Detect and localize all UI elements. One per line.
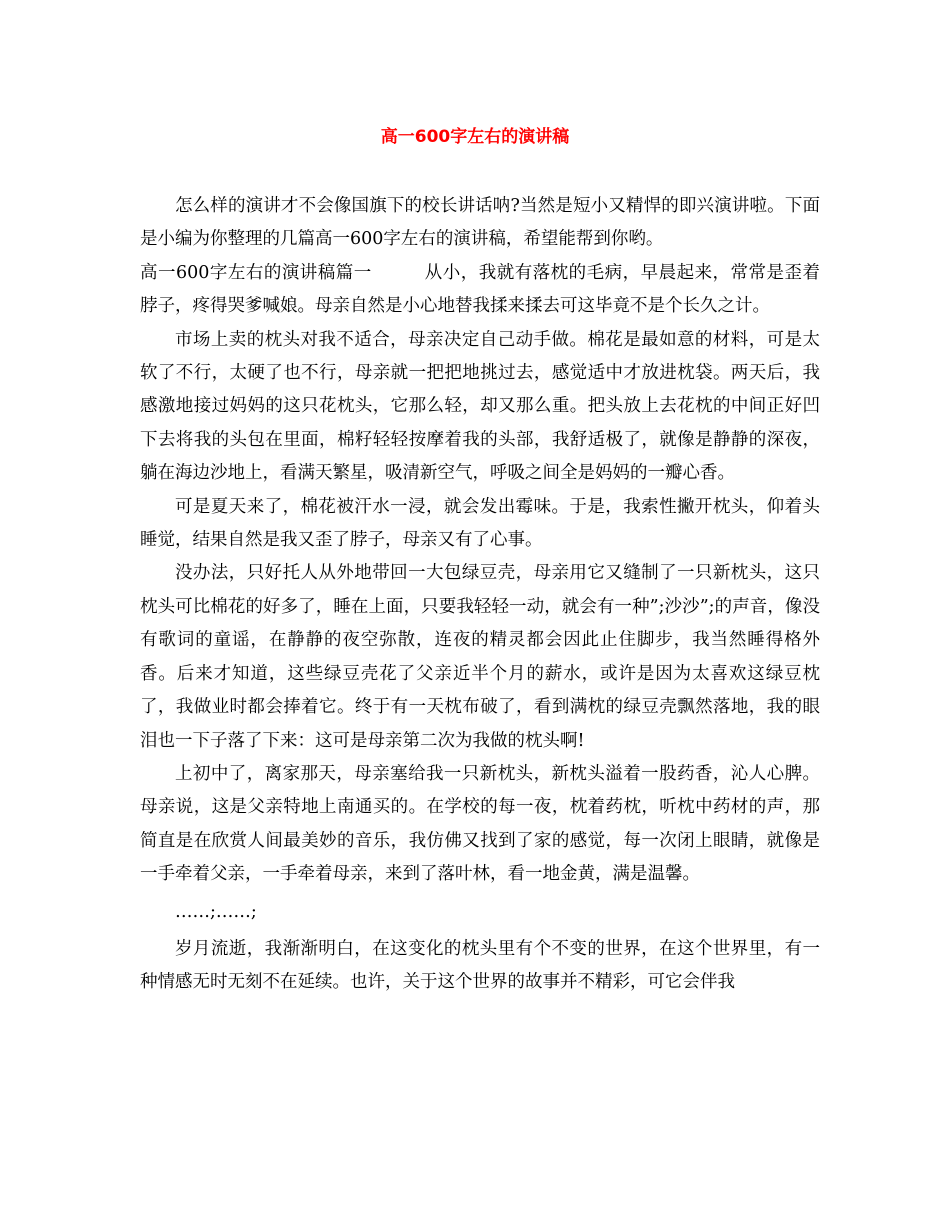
body-paragraph: 可是夏天来了，棉花被汗水一浸，就会发出霉味。于是，我索性撇开枕头，仰着头睡觉，结果自然是我又歪了脖子，母亲又有了心事。: [140, 496, 820, 551]
body-paragraph: 市场上卖的枕头对我不适合，母亲决定自己动手做。棉花是最如意的材料，可是太软了不行，太硬了也不行，母亲就一把把地挑过去，感觉适中才放进枕袋。两天后，我感激地接过妈妈的这只花枕头，它那么轻，却又那么重。把头放上去花枕的中间正好凹下去将我的头包在里面，棉籽轻轻按摩着我的头部，我舒适极了，就像是静静的深夜，躺在海边沙地上，看满天繁星，吸清新空气，呼吸之间全是妈妈的一瓣心香。: [140, 329, 820, 484]
section-first-text: 从小，我就有落枕的毛病，早晨起来，常常是歪着脖子，疼得哭爹喊娘。母亲自然是小心地替我揉来揉去可这毕竟不是个长久之计。: [140, 262, 821, 317]
last-paragraph: 岁月流逝，我渐渐明白，在这变化的枕头里有个不变的世界，在这个世界里，有一种情感无时无刻不在延续。也许，关于这个世界的故事并不精彩，可它会伴我: [140, 938, 820, 993]
body-paragraph: 没办法，只好托人从外地带回一大包绿豆壳，母亲用它又缝制了一只新枕头，这只枕头可比棉花的好多了，睡在上面，只要我轻轻一动，就会有一种”;沙沙”;的声音，像没有歌词的童谣，在静静的夜空弥散，连夜的精灵都会因此止住脚步，我当然睡得格外香。后来才知道，这些绿豆壳花了父亲近半个月的薪水，或许是因为太喜欢这绿豆枕了，我做业时都会捧着它。终于有一天枕布破了，看到满枕的绿豆壳飘然落地，我的眼泪也一下子落了下来：这可是母亲第二次为我做的枕头啊!: [140, 563, 820, 751]
ellipsis-line: ……;……;: [175, 901, 257, 922]
document-title: 高一600字左右的演讲稿: [380, 127, 570, 147]
body-paragraph: 上初中了，离家那天，母亲塞给我一只新枕头，新枕头溢着一股药香，沁人心脾。母亲说，这是父亲特地上南通买的。在学校的每一夜，枕着药枕，听枕中药材的声，那简直是在欣赏人间最美妙的音乐，我仿佛又找到了家的感觉，每一次闭上眼睛，就像是一手牵着父亲，一手牵着母亲，来到了落叶林，看一地金黄，满是温馨。: [140, 763, 820, 885]
section-heading: 高一600字左右的演讲稿篇一: [140, 262, 372, 283]
intro-paragraph: 怎么样的演讲才不会像国旗下的校长讲话呐?当然是短小又精悍的即兴演讲啦。下面是小编为你整理的几篇高一600字左右的演讲稿，希望能帮到你哟。: [140, 196, 820, 250]
section-one-paragraph: [140, 257, 820, 324]
document-body: [140, 190, 820, 1000]
